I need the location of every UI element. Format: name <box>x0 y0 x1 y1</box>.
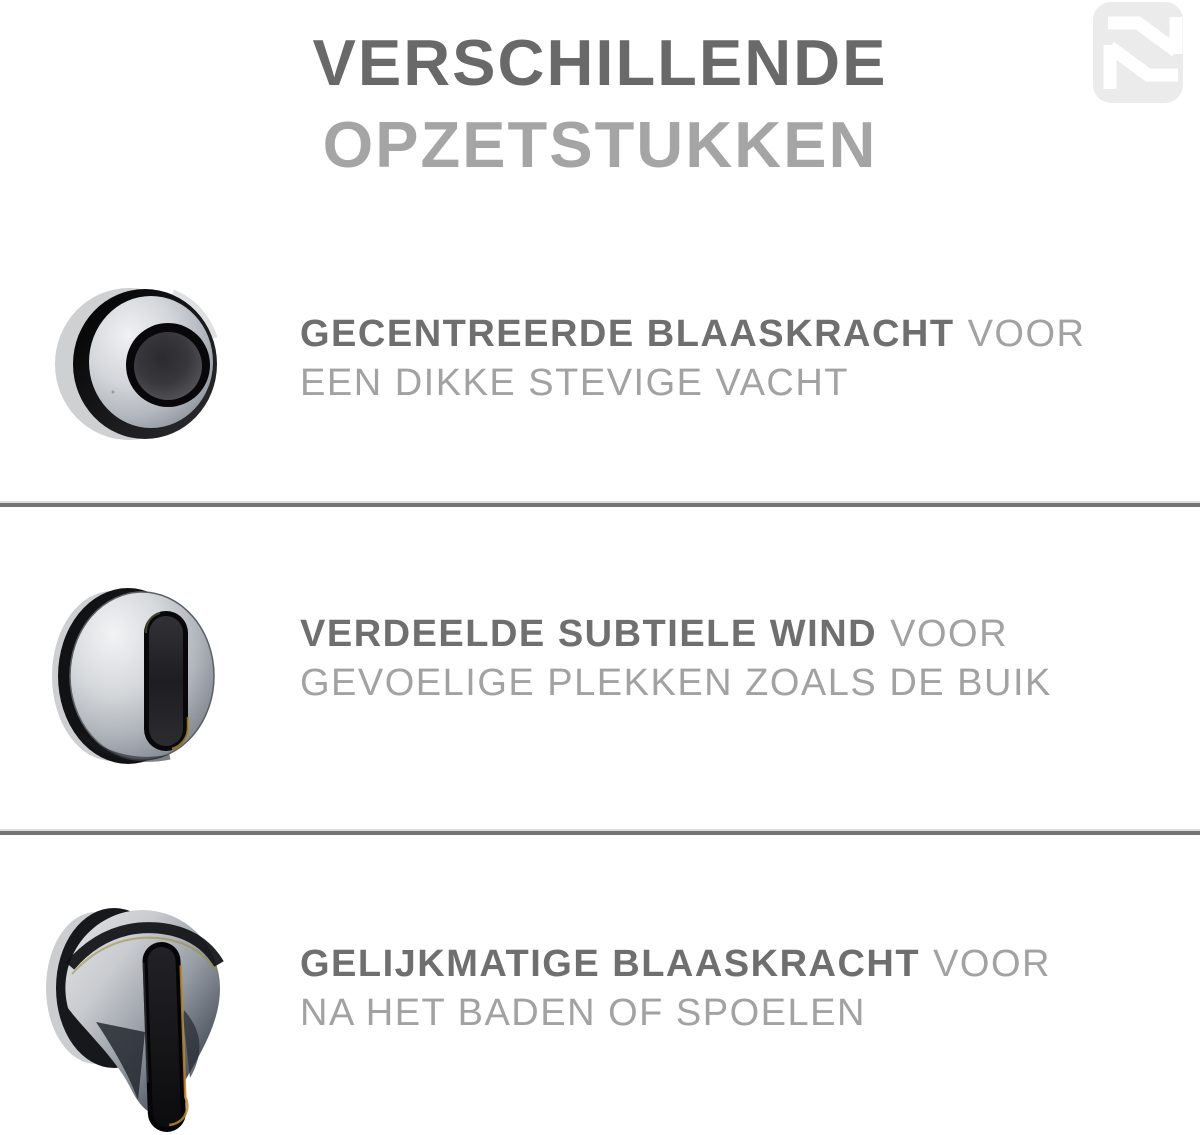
section-divider-2 <box>0 829 1200 835</box>
section-3-line-2: NA HET BADEN OF SPOELEN <box>300 992 866 1034</box>
section-2-line-1 <box>300 610 1180 659</box>
section-1-bold-text: GECENTREERDE BLAASKRACHT <box>300 313 955 355</box>
section-1-description <box>300 310 1180 408</box>
section-2-bold-text: VERDEELDE SUBTIELE WIND <box>300 613 878 655</box>
vertical-slot-nozzle-image <box>50 585 218 767</box>
vertical-slot-nozzle-icon <box>50 585 218 767</box>
round-opening-nozzle-image <box>55 286 217 442</box>
long-slot-nozzle-icon <box>42 902 247 1135</box>
n-logo-icon <box>1093 2 1183 103</box>
section-2-description <box>300 610 1180 708</box>
section-3-light-text: VOOR <box>933 943 1051 985</box>
section-1-line-1 <box>300 310 1180 359</box>
long-slot-nozzle-image <box>42 902 247 1135</box>
section-1-line-2: EEN DIKKE STEVIGE VACHT <box>300 362 850 404</box>
section-2-light-text: VOOR <box>890 613 1009 655</box>
section-divider-1 <box>0 501 1200 507</box>
title-line-1: VERSCHILLENDE <box>312 26 888 99</box>
section-3-line-1 <box>300 940 1180 989</box>
title-line-2: OPZETSTUKKEN <box>322 108 878 181</box>
page-title <box>0 28 1200 180</box>
round-opening-nozzle-icon <box>55 286 217 442</box>
section-3-description <box>300 940 1180 1038</box>
section-2-line-2: GEVOELIGE PLEKKEN ZOALS DE BUIK <box>300 662 1052 704</box>
brand-logo <box>1093 2 1183 103</box>
section-3-bold-text: GELIJKMATIGE BLAASKRACHT <box>300 943 921 985</box>
section-1-light-text: VOOR <box>967 313 1086 355</box>
